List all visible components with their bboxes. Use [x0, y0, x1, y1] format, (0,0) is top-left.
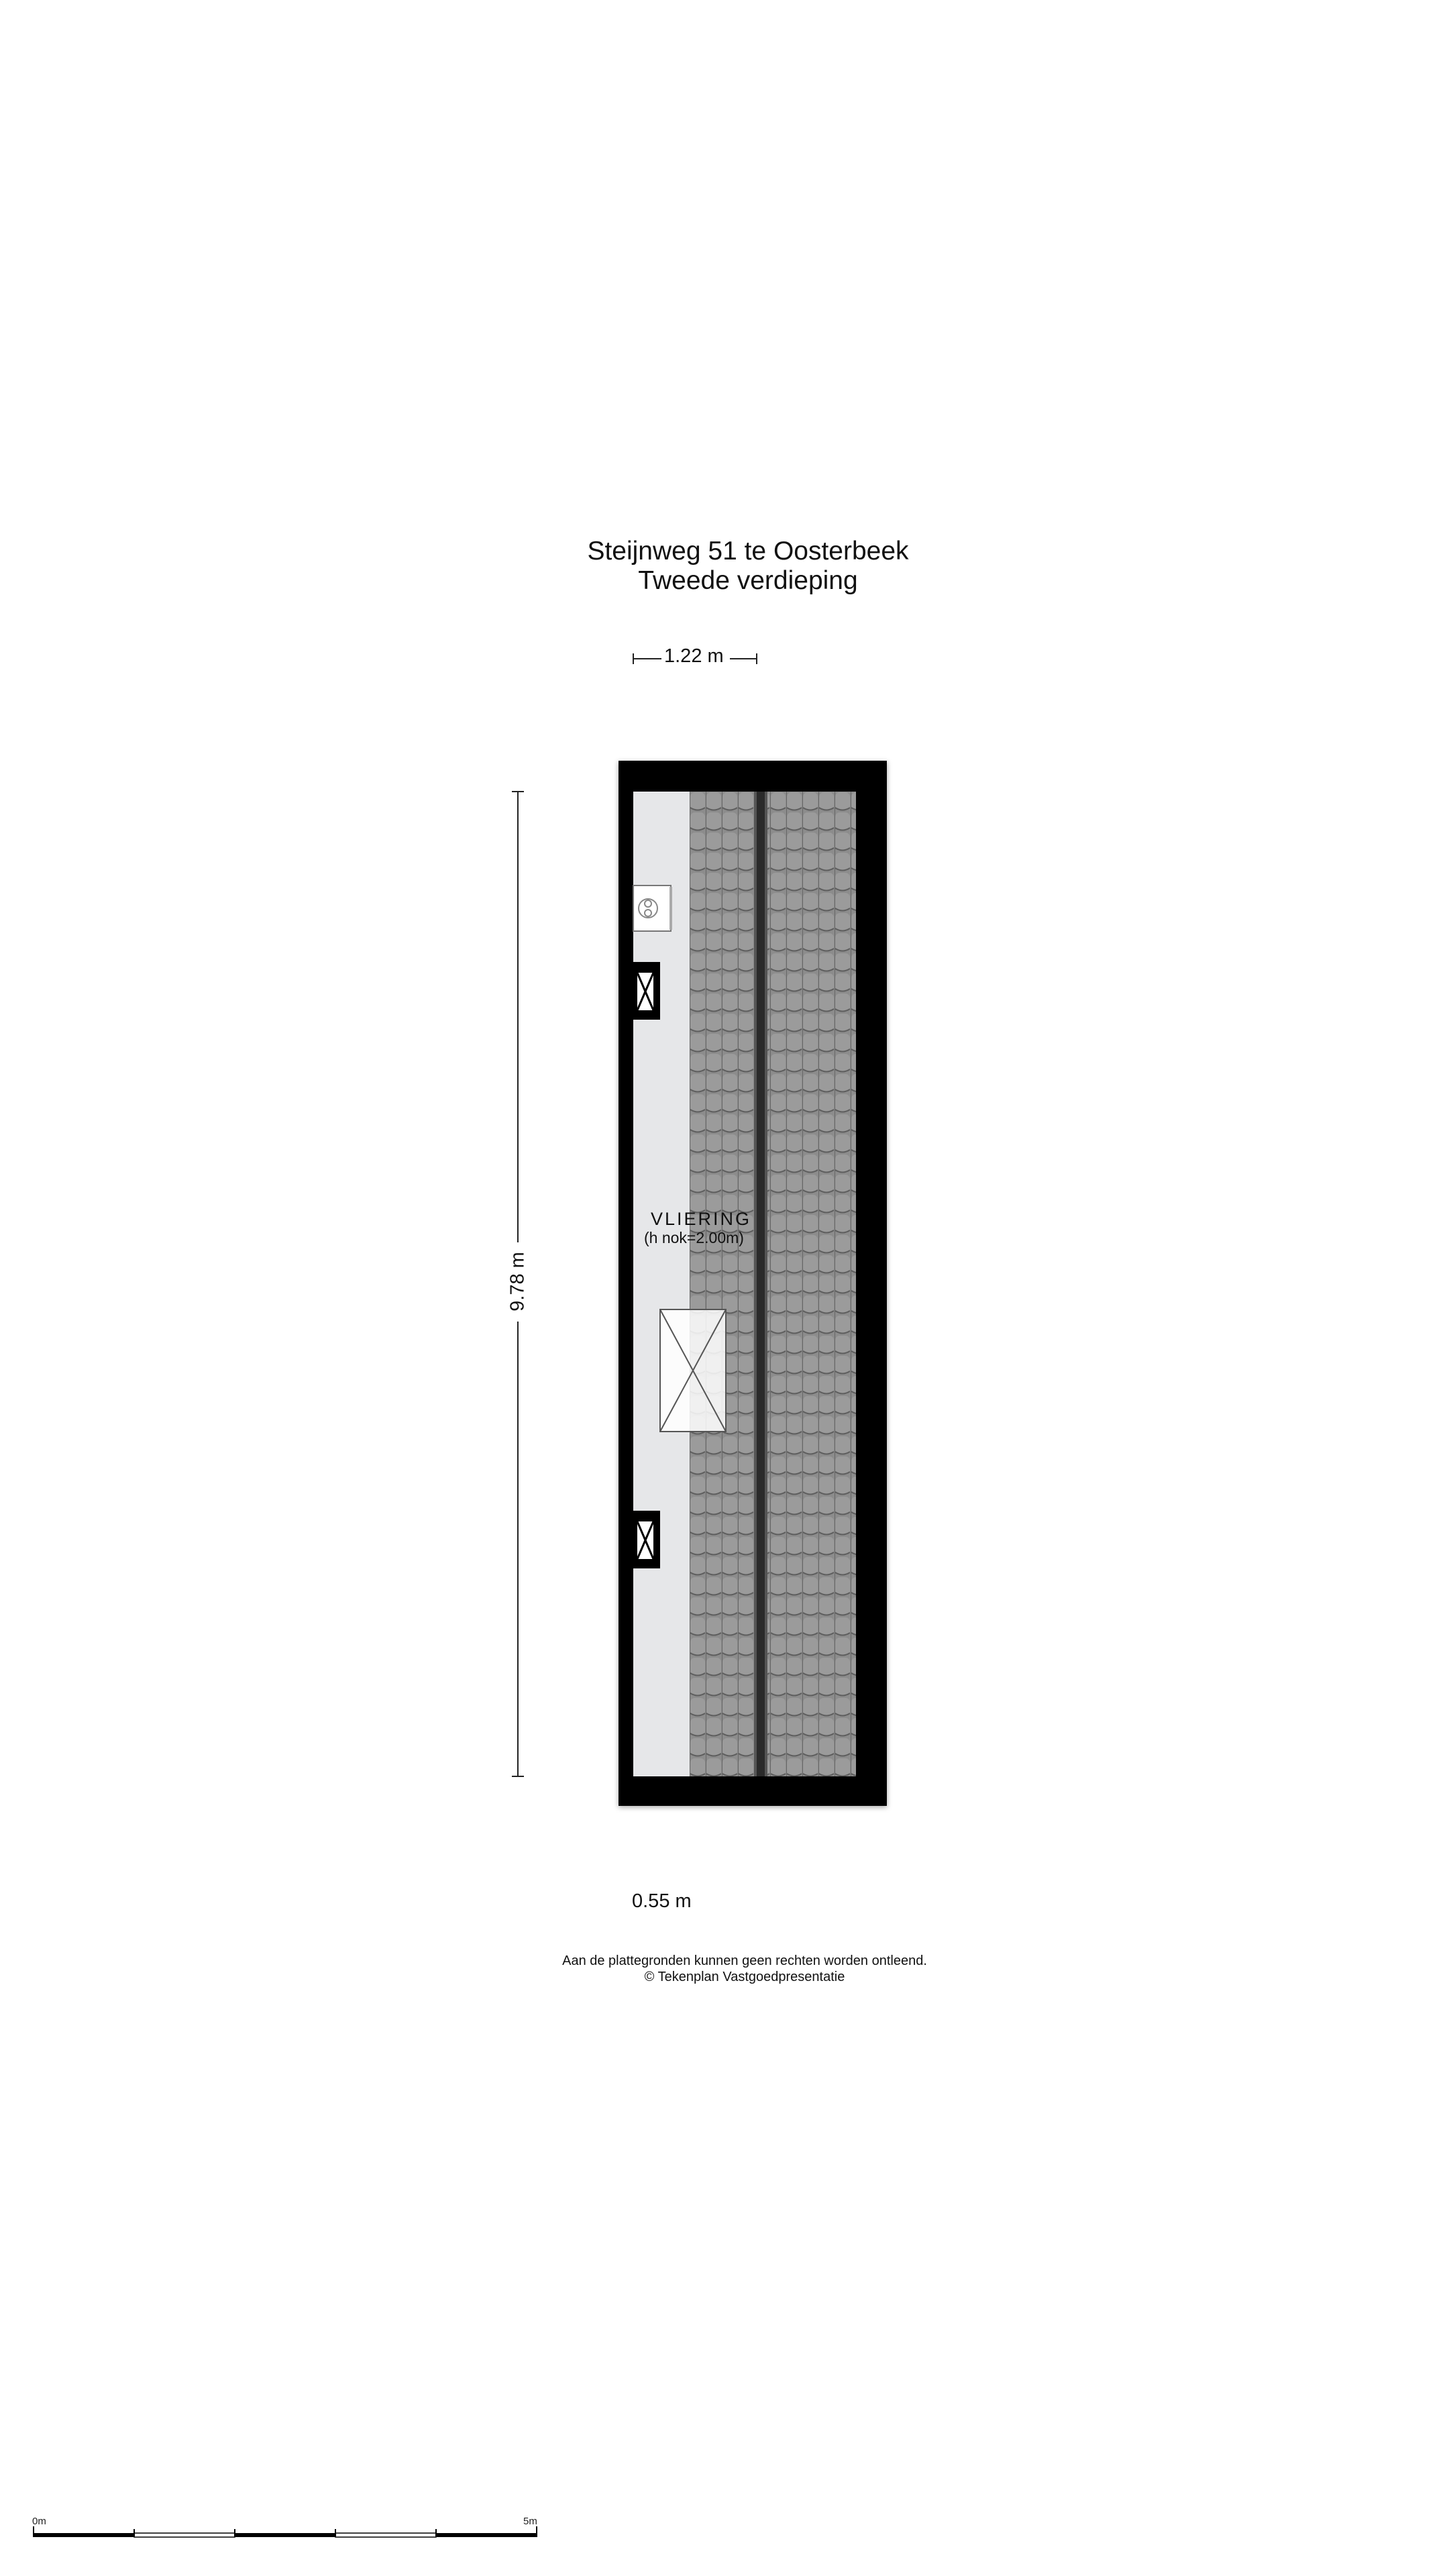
plan-floor-name: Tweede verdieping — [638, 566, 858, 595]
disclaimer-text: Aan de plattegronden kunnen geen rechten worden ontleend. — [562, 1953, 927, 1968]
shaft-upper-icon — [633, 962, 660, 1020]
dimension-bottom-label: 0.55 m — [632, 1890, 692, 1912]
dimension-top-label: 1.22 m — [664, 645, 724, 667]
boiler-icon — [633, 885, 672, 931]
scale-bar-start-label: 0m — [32, 2516, 46, 2527]
copyright-text: © Tekenplan Vastgoedpresentatie — [644, 1970, 845, 1984]
scale-bar — [34, 2526, 537, 2537]
scale-bar-end-label: 5m — [523, 2516, 537, 2527]
roof-ridge — [757, 792, 765, 1776]
plan-address: Steijnweg 51 te Oosterbeek — [587, 537, 909, 566]
roof-tiles — [690, 792, 856, 1776]
room-ridge-height: (h nok=2.00m) — [644, 1229, 744, 1246]
dimension-left-label: 9.78 m — [506, 1252, 529, 1311]
shaft-lower-icon — [633, 1511, 660, 1568]
roof-hatch-icon — [660, 1309, 726, 1432]
room-name: VLIERING — [651, 1209, 752, 1229]
